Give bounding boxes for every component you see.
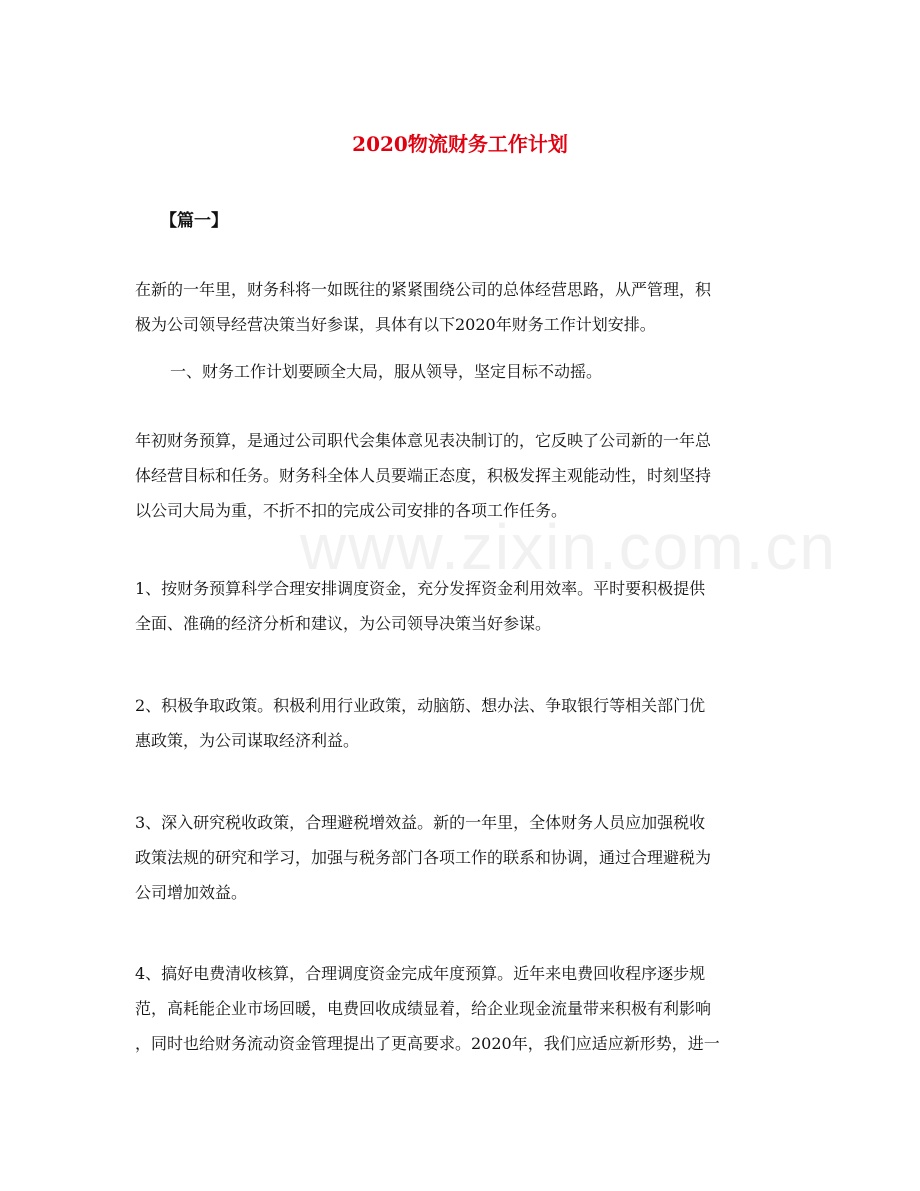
paragraph-item-1 xyxy=(135,571,785,641)
document-title: 2020物流财务工作计划 xyxy=(352,132,568,156)
paragraph-line: ，同时也给财务流动资金管理提出了更高要求。2020年，我们应适应新形势，进一 xyxy=(135,1034,720,1053)
paragraph-intro xyxy=(135,272,785,342)
paragraph-line: 公司增加效益。 xyxy=(135,883,248,902)
paragraph-line: 极为公司领导经营决策当好参谋，具体有以下2020年财务工作计划安排。 xyxy=(135,315,656,334)
paragraph-line: 政策法规的研究和学习，加强与税务部门各项工作的联系和协调，通过合理避税为 xyxy=(135,848,712,867)
paragraph-line: 1、按财务预算科学合理安排调度资金，充分发挥资金利用效率。平时要积极提供 xyxy=(135,579,706,598)
watermark: www.zixin.com.cn xyxy=(300,511,837,583)
paragraph-item-3 xyxy=(135,805,785,910)
paragraph-line: 4、搞好电费清收核算，合理调度资金完成年度预算。近年来电费回收程序逐步规 xyxy=(135,964,706,983)
paragraph-line: 一、财务工作计划要顾全大局，服从领导，坚定目标不动摇。 xyxy=(170,362,603,381)
paragraph-line: 3、深入研究税收政策，合理避税增效益。新的一年里，全体财务人员应加强税收 xyxy=(135,813,706,832)
paragraph-line: 以公司大局为重，不折不扣的完成公司安排的各项工作任务。 xyxy=(135,501,568,520)
paragraph-line: 范，高耗能企业市场回暖，电费回收成绩显着，给企业现金流量带来积极有利影响 xyxy=(135,999,712,1018)
paragraph-line: 在新的一年里，财务科将一如既往的紧紧围绕公司的总体经营思路，从严管理，积 xyxy=(135,280,712,299)
paragraph-item-2 xyxy=(135,688,785,758)
paragraph-budget xyxy=(135,423,785,528)
paragraph-line: 惠政策，为公司谋取经济利益。 xyxy=(135,731,360,750)
paragraph-heading-one xyxy=(170,354,820,389)
section-label: 【篇一】 xyxy=(160,211,228,231)
paragraph-line: 年初财务预算，是通过公司职代会集体意见表决制订的，它反映了公司新的一年总 xyxy=(135,431,712,450)
paragraph-line: 体经营目标和任务。财务科全体人员要端正态度，积极发挥主观能动性，时刻坚持 xyxy=(135,466,712,485)
paragraph-line: 全面、准确的经济分析和建议，为公司领导决策当好参谋。 xyxy=(135,614,552,633)
paragraph-item-4 xyxy=(135,956,785,1061)
paragraph-line: 2、积极争取政策。积极利用行业政策，动脑筋、想办法、争取银行等相关部门优 xyxy=(135,696,706,715)
